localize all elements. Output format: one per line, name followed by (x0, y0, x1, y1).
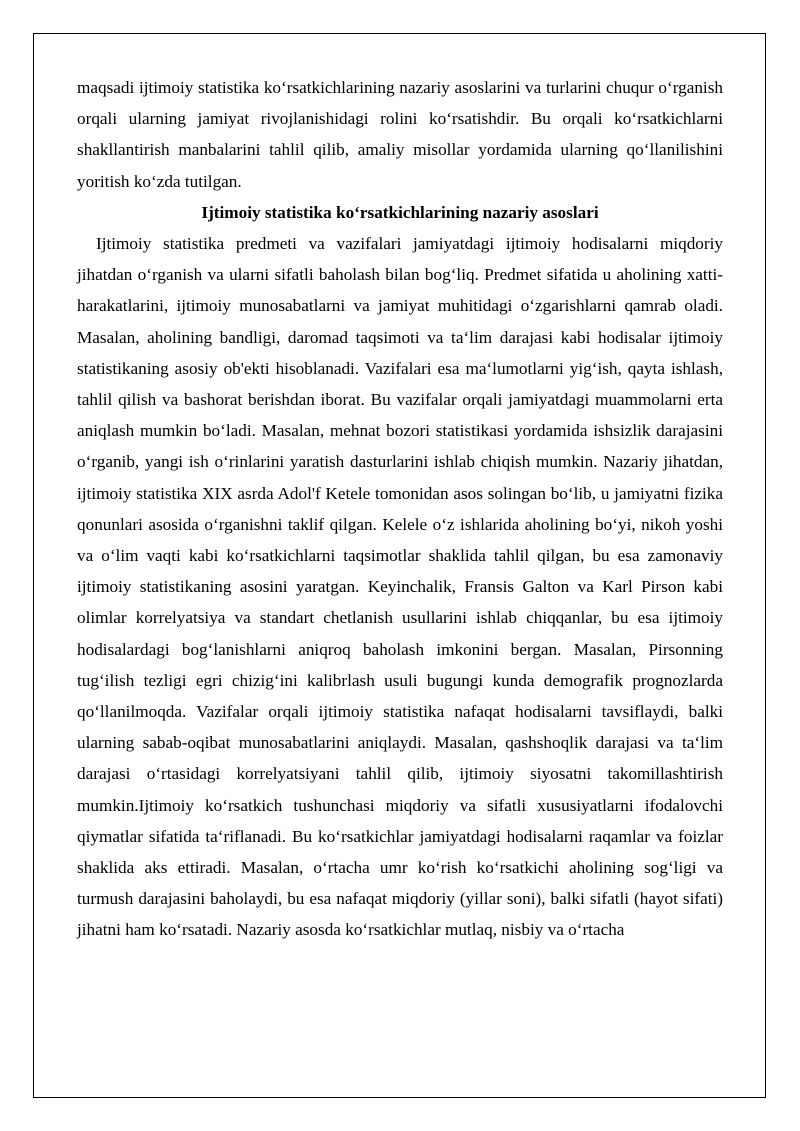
document-body (77, 72, 723, 946)
intro-paragraph: maqsadi ijtimoiy statistika koʻrsatkichlarining nazariy asoslarini va turlarini chuqur oʻrganish orqali ularning jamiyat rivojlanishidagi rolini koʻrsatishdir. Bu orqali koʻrsatkichlarni shakllantirish manbalarini tahlil qilib, amaliy misollar yordamida ularning qoʻllanilishini yoritish koʻzda tutilgan. (77, 78, 723, 191)
section-heading: Ijtimoiy statistika koʻrsatkichlarining nazariy asoslari (201, 202, 599, 222)
body-paragraph: Ijtimoiy statistika predmeti va vazifalari jamiyatdagi ijtimoiy hodisalarni miqdoriy jihatdan oʻrganish va ularni sifatli baholash bilan bogʻliq. Predmet sifatida u aholining xatti-harakatlarini, ijtimoiy munosabatlarni va jamiyat muhitidagi oʻzgarishlarni qamrab oladi. Masalan, aholining bandligi, daromad taqsimoti va taʻlim darajasi kabi hodisalar ijtimoiy statistikaning asosiy ob'ekti hisoblanadi. Vazifalari esa maʻlumotlarni yigʻish, qayta ishlash, tahlil qilish va bashorat berishdan iborat. Bu vazifalar orqali jamiyatdagi muammolarni erta aniqlash mumkin boʻladi. Masalan, mehnat bozori statistikasi yordamida ishsizlik darajasini oʻrganib, yangi ish oʻrinlarini yaratish dasturlarini ishlab chiqish mumkin. Nazariy jihatdan, ijtimoiy statistika XIX asrda Adol'f Ketele tomonidan asos solingan boʻlib, u jamiyatni fizika qonunlari asosida oʻrganishni taklif qilgan. Kelele oʻz ishlarida aholining boʻyi, nikoh yoshi va oʻlim vaqti kabi koʻrsatkichlarni taqsimotlar shaklida tahlil qilgan, bu esa zamonaviy ijtimoiy statistikaning asosini yaratgan. Keyinchalik, Fransis Galton va Karl Pirson kabi olimlar korrelyatsiya va standart chetlanish usullarini ishlab chiqqanlar, bu esa ijtimoiy hodisalardagi bogʻlanishlarni aniqroq baholash imkonini bergan. Masalan, Pirsonning tugʻilish tezligi egri chizigʻini kalibrlash usuli bugungi kunda demografik prognozlarda qoʻllanilmoqda. Vazifalar orqali ijtimoiy statistika nafaqat hodisalarni tavsiflaydi, balki ularning sabab-oqibat munosabatlarini aniqlaydi. Masalan, qashshoqlik darajasi va taʻlim darajasi oʻrtasidagi korrelyatsiyani tahlil qilib, ijtimoiy siyosatni takomillashtirish mumkin.Ijtimoiy koʻrsatkich tushunchasi miqdoriy va sifatli xususiyatlarni ifodalovchi qiymatlar sifatida taʻriflanadi. Bu koʻrsatkichlar jamiyatdagi hodisalarni raqamlar va foizlar shaklida aks ettiradi. Masalan, oʻrtacha umr koʻrish koʻrsatkichi aholining sogʻligi va turmush darajasini baholaydi, bu esa nafaqat miqdoriy (yillar soni), balki sifatli (hayot sifati) jihatni ham koʻrsatadi. Nazariy asosda koʻrsatkichlar mutlaq, nisbiy va oʻrtacha (77, 234, 723, 940)
